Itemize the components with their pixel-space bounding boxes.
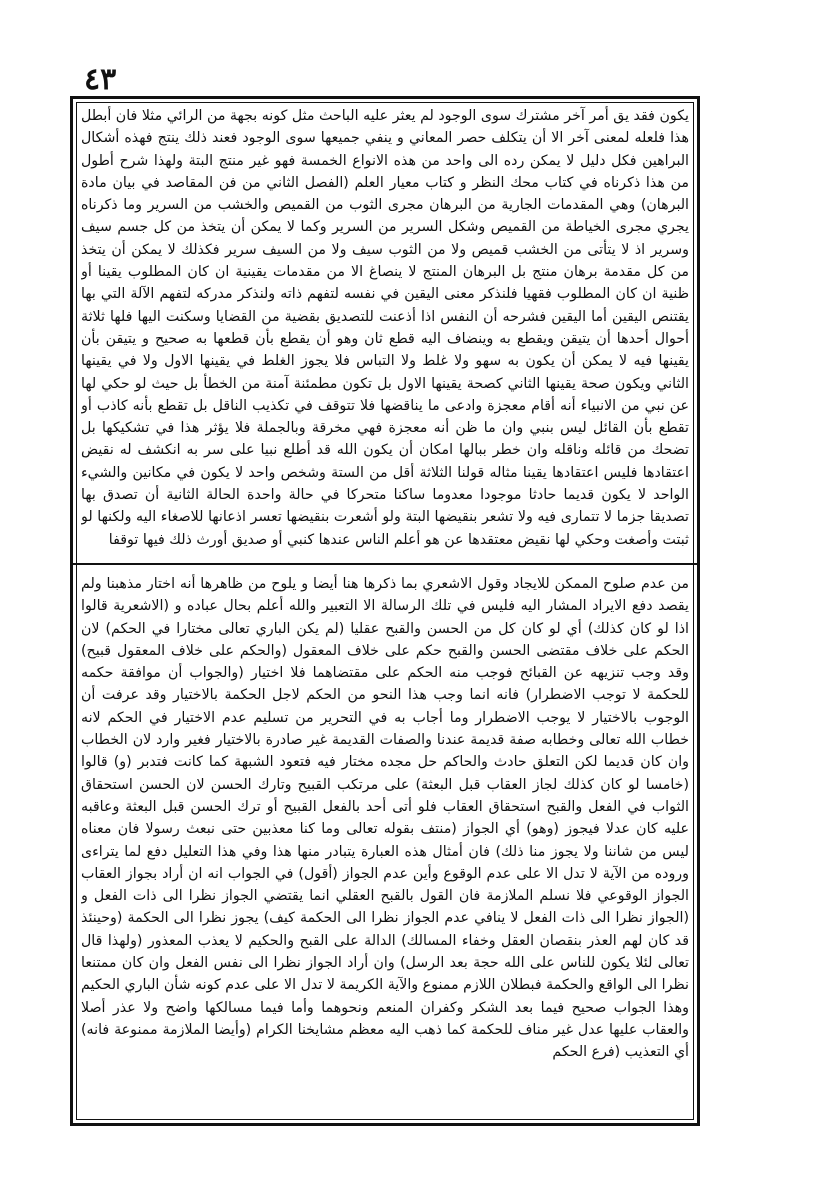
section-divider <box>73 563 697 565</box>
sharh-block <box>81 573 689 1107</box>
sharh-paragraph: من عدم صلوح الممكن للايجاد وقول الاشعري بما ذكرها هنا أيضا و يلوح من ظاهرها أنه اختار مذهبنا ولم يقصد دفع الايراد المشار اليه فليس في تلك الرسالة الا التعبير والله أعلم بحال عباده و (الاشعرية قالوا اذا لو كان كذلك) أي لو كان كل من الحسن والقبح عقليا (لم يكن الباري تعالى مختارا في الحكم) لان الحكم على خلاف مقتضى الحسن والقبح حكم على خلاف المعقول (والحكم على خلاف المعقول قبيح) وقد وجب تنزيهه عن القبائح فوجب منه الحكم على مقتضاهما فلا اختيار (والجواب أن موافقة حكمه للحكمة لا توجب الاضطرار) فانه انما وجب هذا النحو من الحكم لاجل الحكمة بالاختيار وقد عرفت أن الوجوب بالاختيار لا يوجب الاضطرار وما أجاب به في التحرير من تسليم عدم الاختيار في الحكم لانه خطاب الله تعالى وخطابه صفة قديمة عندنا والصفات القديمة غير صادرة بالاختيار فغير وارد لان الخطاب وان كان قديما لكن التعلق حادث والحاكم حل مجده مختار فيه فتعود الشبهة كما كانت فتدبر (و) قالوا (خامسا لو كان كذلك لجاز العقاب قبل البعثة) على مرتكب القبيح وتارك الحسن لان الحسن استحقاق الثواب في الفعل والقبح استحقاق العقاب فلو أتى أحد بالفعل القبيح أو ترك الحسن قبل البعثة وعاقبه عليه كان عدلا فيجوز (وهو) أي الجواز (منتف بقوله تعالى وما كنا معذبين حتى نبعث رسولا فان معناه ليس من شاننا ولا يجوز منا ذلك) فان أمثال هذه العبارة يتبادر منها هذا وفي هذا التعليل دفع لما يتراءى وروده من الآية لا تدل الا على عدم الوقوع وأين عدم الجواز (أقول) في الجواب انه ان أراد بجواز العقاب الجواز الوقوعي فلا نسلم الملازمة فان القول بالقبح العقلي انما يقتضي الجواز نظرا الى ذات الفعل و (الجواز نظرا الى ذات الفعل لا ينافي عدم الجواز نظرا الى الحكمة كيف) يجوز نظرا الى الحكمة (وحينئذ قد كان لهم العذر بنقصان العقل وخفاء المسالك) الدالة على القبح والحكيم لا يعذب المعذور (ولهذا قال تعالى لئلا يكون للناس على الله حجة بعد الرسل) وان أراد الجواز نظرا الى نفس الفعل وان كان ممتنعا نظرا الى الواقع والحكمة فبطلان اللازم ممنوع والآية الكريمة لا تدل الا على عدم كونه شأن الباري الحكيم وهذا الجواب صحيح فيما بعد الشكر وكفران المنعم ونحوهما وأما فيما مسالكها واضح ولا عذر أصلا والعقاب عليها عدل غير مناف للحكمة كما ذهب اليه معظم مشايخنا الكرام (وأيضا الملازمة ممنوعة فانه) أي التعذيب (فرع الحكم <box>81 576 689 1061</box>
page-frame <box>70 96 700 1126</box>
page-number: ٤٣ <box>84 62 117 97</box>
matn-paragraph: يكون فقد يق أمر آخر مشترك سوى الوجود لم يعثر عليه الباحث مثل كونه بجهة من الرائي مثلا فان أبطل هذا فلعله لمعنى آخر الا أن يتكلف حصر المعاني و ينفي جميعها سوى الوجود فعند ذلك ينتج فهذه أشكال البراهين فكل دليل لا يمكن رده الى واحد من هذه الانواع الخمسة فهو غير منتج البتة ولهذا شرح أطول من هذا ذكرناه في كتاب محك النظر و كتاب معيار العلم (الفصل الثاني من فن المقاصد في بيان مادة البرهان) وهي المقدمات الجارية من البرهان مجرى الثوب من القميص والخشب من السرير وما ذكرناه يجري مجرى الخياطة من القميص وشكل السرير من السرير وكما لا يمكن أن يتخذ من كل جسم سيف وسرير اذ لا يتأتى من الخشب قميص ولا من الثوب سيف ولا من السيف سرير فكذلك لا يمكن أن يتخذ من كل مقدمة برهان منتج بل البرهان المنتج لا ينصاغ الا من مقدمات يقينية ان كان المطلوب يقينا أو ظنية ان كان المطلوب فقهيا فلنذكر معنى اليقين في نفسه لتفهم ذاته ولنذكر مدركه لتفهم الآلة التي بها يقتنص اليقين أما اليقين فشرحه أن النفس اذا أذعنت للتصديق بقضية من القضايا وسكنت اليها فلها ثلاثة أحوال أحدها أن يتيقن ويقطع به وينضاف اليه قطع ثان وهو أن يقطع بأن قطعها به صحيح و يتيقن بأن يقينها فيه لا يمكن أن يكون به سهو ولا غلط ولا التباس فلا يجوز الغلط في يقينها الاول ولا في يقينها الثاني ويكون صحة يقينها الثاني كصحة يقينها الاول بل تكون مطمئنة آمنة من الخطأ بل حيث لو حكي لها عن نبي من الانبياء أنه أقام معجزة وادعى ما يناقضها فلا تتوقف في تكذيب الناقل بل تقطع بأنه كاذب أو تقطع بأن القائل ليس بنبي وان ما ظن أنه معجزة فهي مخرقة وبالجملة فلا يؤثر هذا في تشكيكها بل تضحك من قائله وناقله وان خطر ببالها امكان أن يكون الله قد أطلع نبيا على سر به انكشف له نقيض اعتقادها فليس اعتقادها يقينا مثاله قولنا الثلاثة أقل من الستة وشخص واحد لا يكون في مكانين والشيء الواحد لا يكون قديما حادثا موجودا معدوما ساكنا متحركا في حالة واحدة الحالة الثانية أن تصدق بها تصديقا جزما لا تتمارى فيه ولا تشعر بنقيضها البتة ولو أشعرت بنقيضها تعسر اذعانها للاصغاء اليه ولكنها لو ثبتت وأصغت وحكي لها نقيض معتقدها عن هو أعلم الناس عندها كنبي أو صديق أورث ذلك فيها توقفا <box>81 108 689 548</box>
matn-block <box>81 105 689 557</box>
